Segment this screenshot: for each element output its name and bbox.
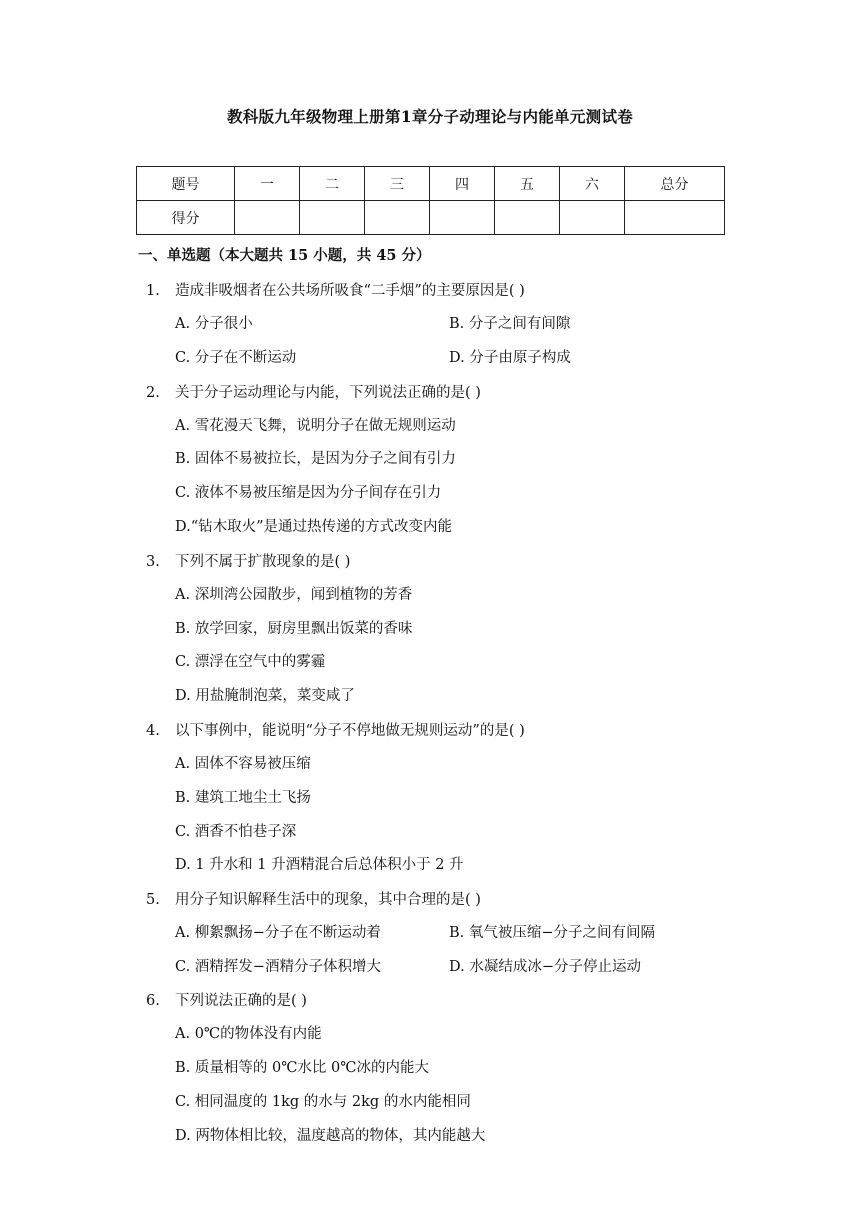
question-1-option-d: D. 分子由原子构成 bbox=[449, 350, 571, 366]
score-table-header-cell: 二 bbox=[300, 167, 365, 201]
question-2-option-a: A. 雪花漫天飞舞，说明分子在做无规则运动 bbox=[175, 418, 456, 434]
question-1-option-a: A. 分子很小 bbox=[175, 316, 253, 332]
score-table-row-label: 得分 bbox=[137, 201, 235, 235]
score-table-header-row bbox=[137, 167, 725, 201]
question-stem: 下列说法正确的是( ) bbox=[175, 993, 307, 1009]
question-4-option-a: A. 固体不容易被压缩 bbox=[175, 756, 311, 772]
question-stem: 造成非吸烟者在公共场所吸食“二手烟”的主要原因是( ) bbox=[175, 283, 525, 299]
question-2-option-d: D.“钻木取火”是通过热传递的方式改变内能 bbox=[175, 519, 453, 535]
question-5-option-c: C. 酒精挥发−酒精分子体积增大 bbox=[175, 959, 381, 975]
score-table-score-row bbox=[137, 201, 725, 235]
question-1-option-b: B. 分子之间有间隙 bbox=[449, 316, 571, 332]
question-number: 1. bbox=[146, 283, 160, 299]
question-6-option-c: C. 相同温度的 1kg 的水与 2kg 的水内能相同 bbox=[175, 1094, 471, 1110]
question-stem: 以下事例中，能说明“分子不停地做无规则运动”的是( ) bbox=[175, 723, 525, 739]
score-cell bbox=[430, 201, 495, 235]
score-table-header-cell: 四 bbox=[430, 167, 495, 201]
question-2-option-c: C. 液体不易被压缩是因为分子间存在引力 bbox=[175, 485, 442, 501]
score-cell bbox=[560, 201, 625, 235]
question-6-option-b: B. 质量相等的 0℃水比 0℃冰的内能大 bbox=[175, 1060, 429, 1076]
question-number: 5. bbox=[146, 892, 160, 908]
page-title: 教科版九年级物理上册第1章分子动理论与内能单元测试卷 bbox=[226, 107, 634, 126]
question-5-option-b: B. 氧气被压缩−分子之间有间隔 bbox=[449, 925, 656, 941]
score-table-header-cell: 题号 bbox=[137, 167, 235, 201]
question-6 bbox=[146, 989, 307, 1010]
score-table-header-cell: 五 bbox=[495, 167, 560, 201]
score-cell bbox=[300, 201, 365, 235]
question-number: 2. bbox=[146, 385, 160, 401]
question-stem: 用分子知识解释生活中的现象，其中合理的是( ) bbox=[175, 892, 481, 908]
question-number: 6. bbox=[146, 993, 160, 1009]
question-4-option-b: B. 建筑工地尘土飞扬 bbox=[175, 790, 311, 806]
question-2 bbox=[146, 381, 481, 402]
question-3-option-b: B. 放学回家，厨房里飘出饭菜的香味 bbox=[175, 621, 413, 637]
question-2-option-b: B. 固体不易被拉长，是因为分子之间有引力 bbox=[175, 451, 456, 467]
question-4-option-c: C. 酒香不怕巷子深 bbox=[175, 824, 297, 840]
question-3-option-d: D. 用盐腌制泡菜，菜变咸了 bbox=[175, 688, 355, 704]
question-5-option-a: A. 柳絮飘扬−分子在不断运动着 bbox=[175, 925, 381, 941]
score-cell bbox=[625, 201, 725, 235]
score-table-header-cell: 六 bbox=[560, 167, 625, 201]
score-table-header-cell: 一 bbox=[235, 167, 300, 201]
question-4 bbox=[146, 719, 525, 740]
question-number: 4. bbox=[146, 723, 160, 739]
question-1 bbox=[146, 279, 525, 300]
question-stem: 关于分子运动理论与内能，下列说法正确的是( ) bbox=[175, 385, 481, 401]
question-1-option-c: C. 分子在不断运动 bbox=[175, 350, 297, 366]
score-cell bbox=[365, 201, 430, 235]
score-table bbox=[136, 166, 725, 235]
score-table-header-cell: 三 bbox=[365, 167, 430, 201]
question-5 bbox=[146, 888, 481, 909]
question-3-option-c: C. 漂浮在空气中的雾霾 bbox=[175, 654, 326, 670]
question-6-option-d: D. 两物体相比较，温度越高的物体，其内能越大 bbox=[175, 1128, 486, 1144]
question-3 bbox=[146, 550, 350, 571]
question-number: 3. bbox=[146, 554, 160, 570]
question-4-option-d: D. 1 升水和 1 升酒精混合后总体积小于 2 升 bbox=[175, 857, 464, 873]
question-stem: 下列不属于扩散现象的是( ) bbox=[175, 554, 351, 570]
question-6-option-a: A. 0℃的物体没有内能 bbox=[175, 1026, 322, 1042]
section-heading: 一、单选题（本大题共 15 小题，共 45 分） bbox=[138, 247, 431, 264]
score-table-header-cell: 总分 bbox=[625, 167, 725, 201]
question-5-option-d: D. 水凝结成冰−分子停止运动 bbox=[449, 959, 641, 975]
score-cell bbox=[235, 201, 300, 235]
score-cell bbox=[495, 201, 560, 235]
question-3-option-a: A. 深圳湾公园散步，闻到植物的芳香 bbox=[175, 587, 413, 603]
